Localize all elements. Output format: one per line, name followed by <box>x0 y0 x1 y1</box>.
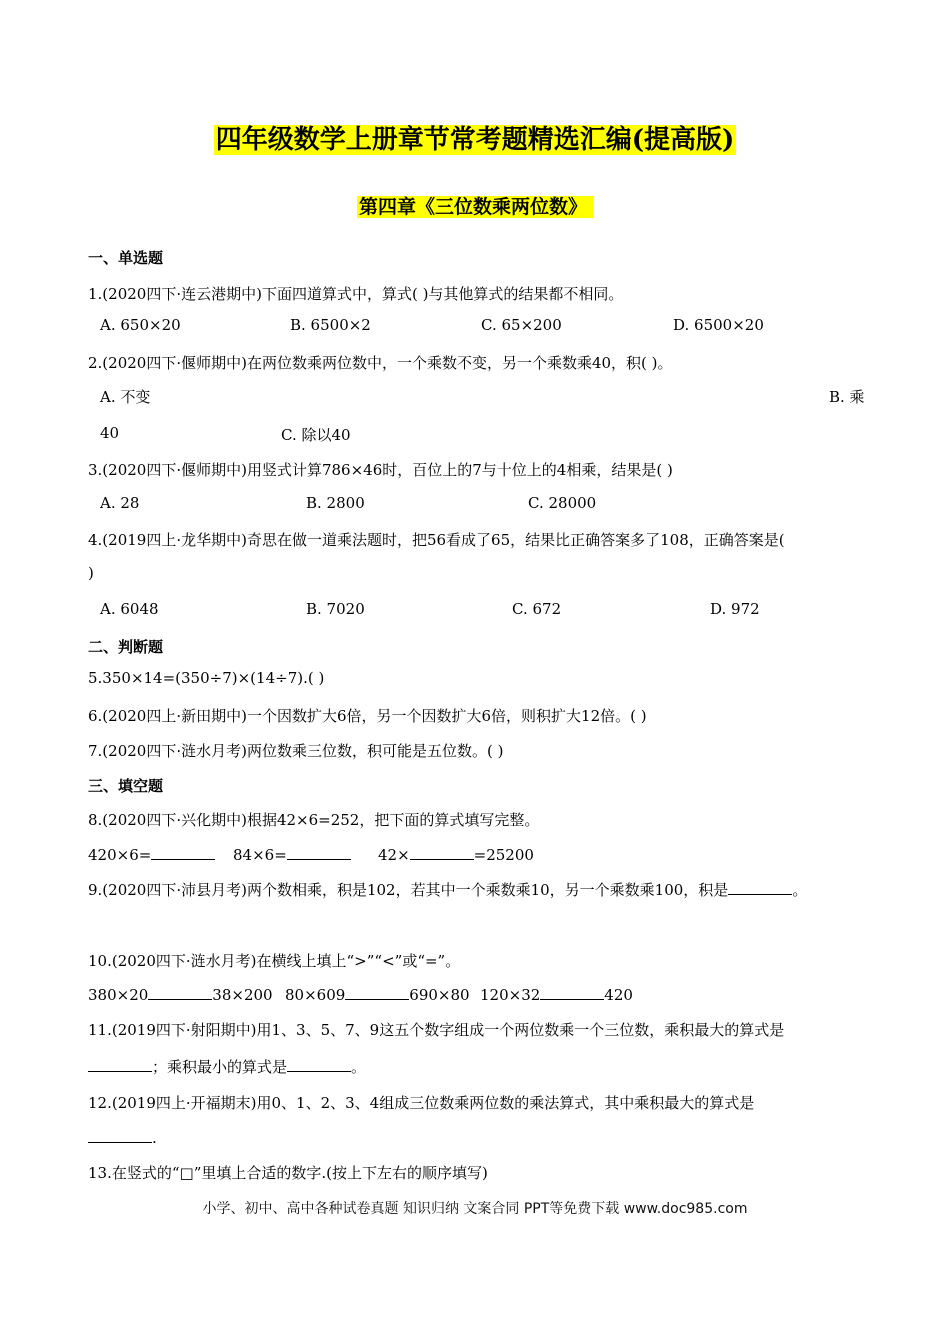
answer-blank <box>540 985 604 1000</box>
answer-blank <box>728 880 792 895</box>
q8-equation-2: 84×6= <box>233 845 351 864</box>
question-1: 1.(2020四下·连云港期中)下面四道算式中，算式( )与其他算式的结果都不相同。 <box>88 285 624 303</box>
q1-option-b: B. 6500×2 <box>290 316 371 334</box>
footer-watermark-text: 小学、初中、高中各种试卷真题 知识归纳 文案合同 PPT等免费下载 www.doc985.com <box>202 1201 748 1217</box>
section-heading-true-false: 二、判断题 <box>88 638 164 656</box>
chapter-subtitle: 第四章《三位数乘两位数》 <box>0 193 950 221</box>
section-heading-fill-blank: 三、填空题 <box>88 777 164 795</box>
question-6: 6.(2020四上·新田期中)一个因数扩大6倍，另一个因数扩大6倍，则积扩大12倍。( ) <box>88 707 647 725</box>
q2-option-b: B. 乘 <box>829 388 865 406</box>
q4-option-c: C. 672 <box>512 600 562 618</box>
q3-option-b: B. 2800 <box>306 494 365 512</box>
q8-equation-3: 42× =25200 <box>378 846 534 864</box>
q2-option-b-cont: 40 <box>100 424 120 442</box>
answer-blank <box>88 1057 152 1072</box>
question-3: 3.(2020四下·偃师期中)用竖式计算786×46时，百位上的7与十位上的4相乘，结果是( ) <box>88 461 673 479</box>
q8-equation-1: 420×6= <box>88 845 215 864</box>
question-8: 8.(2020四下·兴化期中)根据42×6=252，把下面的算式填写完整。 <box>88 811 540 829</box>
answer-blank <box>287 845 351 860</box>
q10-compare-3: 120×32 420 <box>480 986 633 1004</box>
answer-blank <box>287 1057 351 1072</box>
q1-option-c: C. 65×200 <box>481 316 562 334</box>
question-2: 2.(2020四下·偃师期中)在两位数乘两位数中，一个乘数不变，另一个乘数乘40，积( )。 <box>88 354 673 372</box>
answer-blank <box>345 985 409 1000</box>
question-11-cont: ；乘积最小的算式是 。 <box>88 1056 366 1077</box>
page-title: 四年级数学上册章节常考题精选汇编(提高版) <box>215 125 735 155</box>
question-4: 4.(2019四上·龙华期中)奇思在做一道乘法题时，把56看成了65，结果比正确答案多了108，正确答案是( <box>88 531 785 549</box>
answer-blank <box>88 1128 152 1143</box>
question-7: 7.(2020四下·涟水月考)两位数乘三位数，积可能是五位数。( ) <box>88 742 504 760</box>
answer-blank <box>148 985 212 1000</box>
question-12-cont: . <box>88 1128 157 1147</box>
question-9: 9.(2020四下·沛县月考)两个数相乘，积是102，若其中一个乘数乘10，另一个乘数乘100，积是 。 <box>88 881 808 899</box>
q4-option-a: A. 6048 <box>100 600 159 618</box>
q2-option-c: C. 除以40 <box>281 426 351 444</box>
question-5: 5.350×14=(350÷7)×(14÷7).( ) <box>88 669 325 687</box>
answer-blank <box>151 845 215 860</box>
question-13: 13.在竖式的“□”里填上合适的数字.(按上下左右的顺序填写) <box>88 1164 488 1182</box>
section-heading-single-choice: 一、单选题 <box>88 249 164 267</box>
q10-compare-2: 80×609 690×80 <box>285 986 470 1004</box>
q3-option-a: A. 28 <box>100 494 140 512</box>
answer-blank <box>410 845 474 860</box>
q4-option-d: D. 972 <box>710 600 760 618</box>
q10-compare-1: 380×20 38×200 <box>88 986 273 1004</box>
q3-option-c: C. 28000 <box>528 494 597 512</box>
q1-option-a: A. 650×20 <box>100 316 181 334</box>
q1-option-d: D. 6500×20 <box>673 316 764 334</box>
q4-option-b: B. 7020 <box>306 600 365 618</box>
question-12: 12.(2019四上·开福期末)用0、1、2、3、4组成三位数乘两位数的乘法算式，其中乘积最大的算式是 <box>88 1094 755 1112</box>
question-10: 10.(2020四下·涟水月考)在横线上填上“>”“<”或“=”。 <box>88 952 461 970</box>
q2-option-a: A. 不变 <box>100 388 151 406</box>
question-11: 11.(2019四下·射阳期中)用1、3、5、7、9这五个数字组成一个两位数乘一个三位数，乘积最大的算式是 <box>88 1021 785 1039</box>
question-4-cont: ) <box>88 564 94 582</box>
